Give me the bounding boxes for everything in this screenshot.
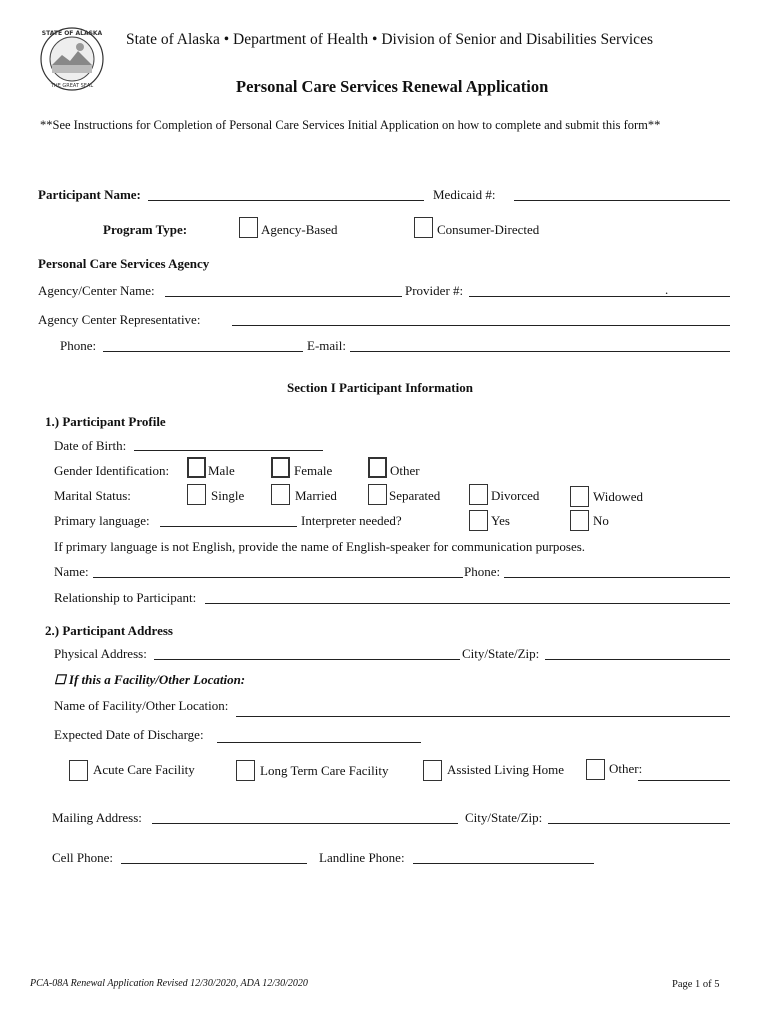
agency-header: State of Alaska • Department of Health • Division of Senior and Disabilities Services [126,31,653,48]
landline-phone-label: Landline Phone: [319,850,405,865]
language-field[interactable] [160,526,297,527]
cell-phone-field[interactable] [121,863,307,864]
facility-name-field[interactable] [236,716,730,717]
interpreter-yes-checkbox[interactable] [469,510,488,531]
consumer-directed-checkbox[interactable] [414,217,433,238]
provider-label: Provider #: [405,283,464,298]
marital-widowed-label: Widowed [593,489,644,504]
interpreter-label: Interpreter needed? [301,513,402,528]
other-facility-label: Other: [609,761,643,776]
marital-separated-label: Separated [389,488,441,503]
profile-heading: 1.) Participant Profile [45,414,166,429]
marital-married-label: Married [295,488,337,503]
consumer-directed-label: Consumer-Directed [437,222,540,237]
marital-single-checkbox[interactable] [187,484,206,505]
agency-phone-label: Phone: [60,338,97,353]
english-speaker-name-field[interactable] [93,577,463,578]
state-seal-logo [40,27,104,91]
other-facility-checkbox[interactable] [586,759,605,780]
provider-dot: . [665,282,669,297]
english-speaker-name-label: Name: [54,564,89,579]
marital-separated-checkbox[interactable] [368,484,387,505]
facility-name-label: Name of Facility/Other Location: [54,698,229,713]
medicaid-field[interactable] [514,200,730,201]
section-1-heading: Section I Participant Information [287,380,473,395]
page-title: Personal Care Services Renewal Application [236,77,549,96]
acute-care-label: Acute Care Facility [93,762,195,777]
dob-field[interactable] [134,450,323,451]
gender-label: Gender Identification: [54,463,170,478]
mailing-address-label: Mailing Address: [52,810,142,825]
other-facility-field[interactable] [638,780,730,781]
relationship-label: Relationship to Participant: [54,590,197,605]
agency-based-label: Agency-Based [261,222,338,237]
interpreter-no-checkbox[interactable] [570,510,589,531]
physical-city-label: City/State/Zip: [462,646,540,661]
marital-divorced-checkbox[interactable] [469,484,488,505]
instructions-note: **See Instructions for Completion of Personal Care Services Initial Application on how to complete and submit this form** [40,118,661,132]
agency-email-label: E-mail: [307,338,346,353]
agency-section-heading: Personal Care Services Agency [38,256,210,271]
agency-email-field[interactable] [350,351,730,352]
mailing-city-field[interactable] [548,823,730,824]
cell-phone-label: Cell Phone: [52,850,114,865]
dob-label: Date of Birth: [54,438,127,453]
assisted-living-label: Assisted Living Home [447,762,564,777]
page-number: Page 1 of 5 [672,979,720,990]
long-term-care-checkbox[interactable] [236,760,255,781]
marital-label: Marital Status: [54,488,131,503]
marital-widowed-checkbox[interactable] [570,486,589,507]
representative-field[interactable] [232,325,730,326]
provider-field[interactable] [469,296,730,297]
participant-name-field[interactable] [148,200,424,201]
seal-bottom-text: THE GREAT SEAL [50,83,94,89]
relationship-field[interactable] [205,603,730,604]
acute-care-checkbox[interactable] [69,760,88,781]
long-term-care-label: Long Term Care Facility [260,763,389,778]
gender-male-label: Male [208,463,235,478]
agency-name-field[interactable] [165,296,402,297]
language-label: Primary language: [54,513,150,528]
facility-checkbox-prompt[interactable]: ☐ If this a Facility/Other Location: [54,672,246,687]
landline-phone-field[interactable] [413,863,594,864]
mailing-city-label: City/State/Zip: [465,810,543,825]
discharge-field[interactable] [217,742,421,743]
marital-divorced-label: Divorced [491,488,540,503]
assisted-living-checkbox[interactable] [423,760,442,781]
interpreter-yes-label: Yes [491,513,510,528]
mailing-address-field[interactable] [152,823,458,824]
agency-name-label: Agency/Center Name: [38,283,155,298]
physical-address-label: Physical Address: [54,646,147,661]
revision-footer: PCA-08A Renewal Application Revised 12/30/2020, ADA 12/30/2020 [30,978,308,989]
english-speaker-phone-field[interactable] [504,577,730,578]
physical-address-field[interactable] [154,659,460,660]
gender-female-checkbox[interactable] [271,457,290,478]
english-speaker-phone-label: Phone: [464,564,501,579]
address-heading: 2.) Participant Address [45,623,173,638]
english-speaker-note: If primary language is not English, provide the name of English-speaker for communication purposes. [54,539,586,554]
marital-single-label: Single [211,488,245,503]
medicaid-label: Medicaid #: [433,187,496,202]
agency-based-checkbox[interactable] [239,217,258,238]
marital-married-checkbox[interactable] [271,484,290,505]
discharge-label: Expected Date of Discharge: [54,727,204,742]
gender-other-label: Other [390,463,420,478]
gender-female-label: Female [294,463,333,478]
gender-male-checkbox[interactable] [187,457,206,478]
program-type-label: Program Type: [103,222,188,237]
agency-phone-field[interactable] [103,351,303,352]
participant-name-label: Participant Name: [38,187,141,202]
interpreter-no-label: No [593,513,609,528]
representative-label: Agency Center Representative: [38,312,201,327]
gender-other-checkbox[interactable] [368,457,387,478]
physical-city-field[interactable] [545,659,730,660]
seal-top-text: STATE OF ALASKA [41,30,103,37]
